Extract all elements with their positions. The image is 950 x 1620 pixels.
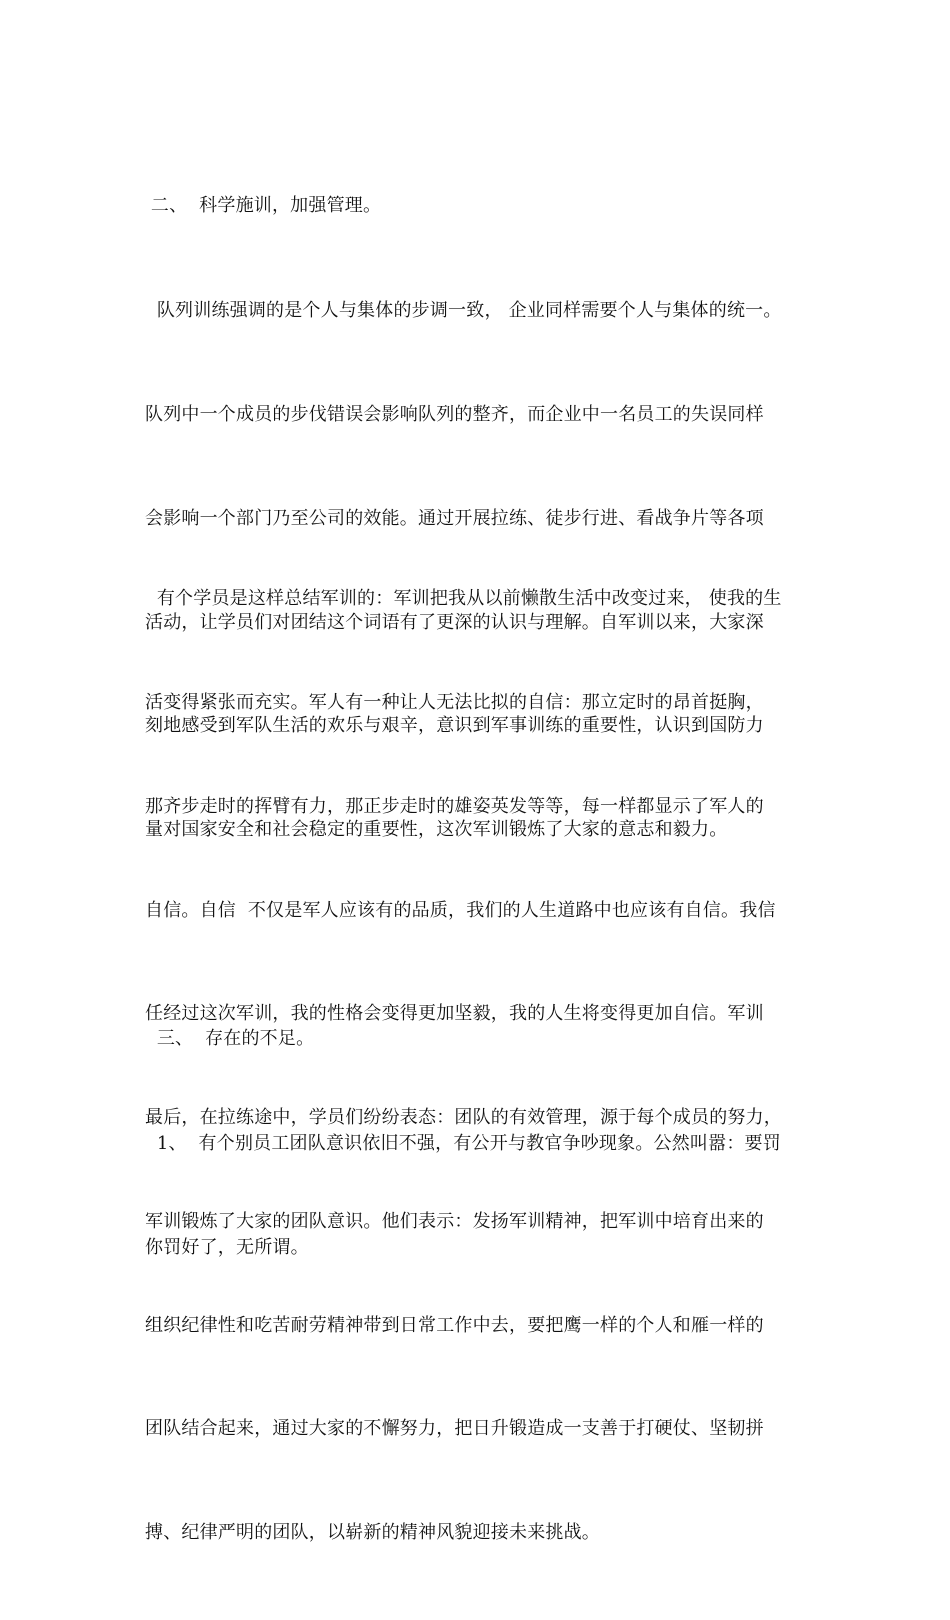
paragraph-line: 1、 有个别员工团队意识依旧不强，有公开与教官争吵现象。公然叫嚣：要罚 [145,1133,781,1155]
paragraph-line: 军训锻炼了大家的团队意识。他们表示：发扬军训精神，把军训中培育出来的 [145,1210,764,1232]
paragraph-line: 刻地感受到军队生活的欢乐与艰辛，意识到军事训练的重要性，认识到国防力 [145,715,764,737]
paragraph-line: 队列中一个成员的步伐错误会影响队列的整齐，而企业中一名员工的失误同样 [145,403,764,425]
paragraph-line: 自信。自信 不仅是军人应该有的品质，我们的人生道路中也应该有自信。我信 [145,899,776,921]
paragraph-line: 队列训练强调的是个人与集体的步调一致， 企业同样需要个人与集体的统一。 [145,300,782,322]
paragraph-line: 活动，让学员们对团结这个词语有了更深的认识与理解。自军训以来，大家深 [145,611,764,633]
paragraph-line: 有个学员是这样总结军训的：军训把我从以前懒散生活中改变过来， 使我的生 [145,588,782,610]
paragraph-shortcomings-item-1 [145,1058,810,1335]
paragraph-line: 那齐步走时的挥臂有力，那正步走时的雄姿英发等等，每一样都显示了军人的 [145,795,764,817]
section-heading-text: 二、 科学施训，加强管理。 [145,195,382,217]
paragraph-line: 搏、纪律严明的团队，以崭新的精神风貌迎接未来挑战。 [145,1522,600,1544]
paragraph-line: 最后，在拉练途中，学员们纷纷表态：团队的有效管理，源于每个成员的努力， [145,1107,782,1129]
paragraph-line: 量对国家安全和社会稳定的重要性，这次军训锻炼了大家的意志和毅力。 [145,819,728,841]
section-heading-text: 三、 存在的不足。 [145,1028,315,1050]
paragraph-line: 团队结合起来，通过大家的不懈努力，把日升锻造成一支善于打硬仗、坚韧拼 [145,1418,764,1440]
paragraph-line: 会影响一个部门乃至公司的效能。通过开展拉练、徒步行进、看战争片等各项 [145,507,764,529]
paragraph-line: 任经过这次军训，我的性格会变得更加坚毅，我的人生将变得更加自信。军训 [145,1003,764,1025]
paragraph-line: 活变得紧张而充实。军人有一种让人无法比拟的自信：那立定时的昂首挺胸， [145,691,764,713]
paragraph-line: 你罚好了，无所谓。 [145,1236,309,1258]
paragraph-line: 组织纪律性和吃苦耐劳精神带到日常工作中去，要把鹰一样的个人和雁一样的 [145,1314,764,1336]
